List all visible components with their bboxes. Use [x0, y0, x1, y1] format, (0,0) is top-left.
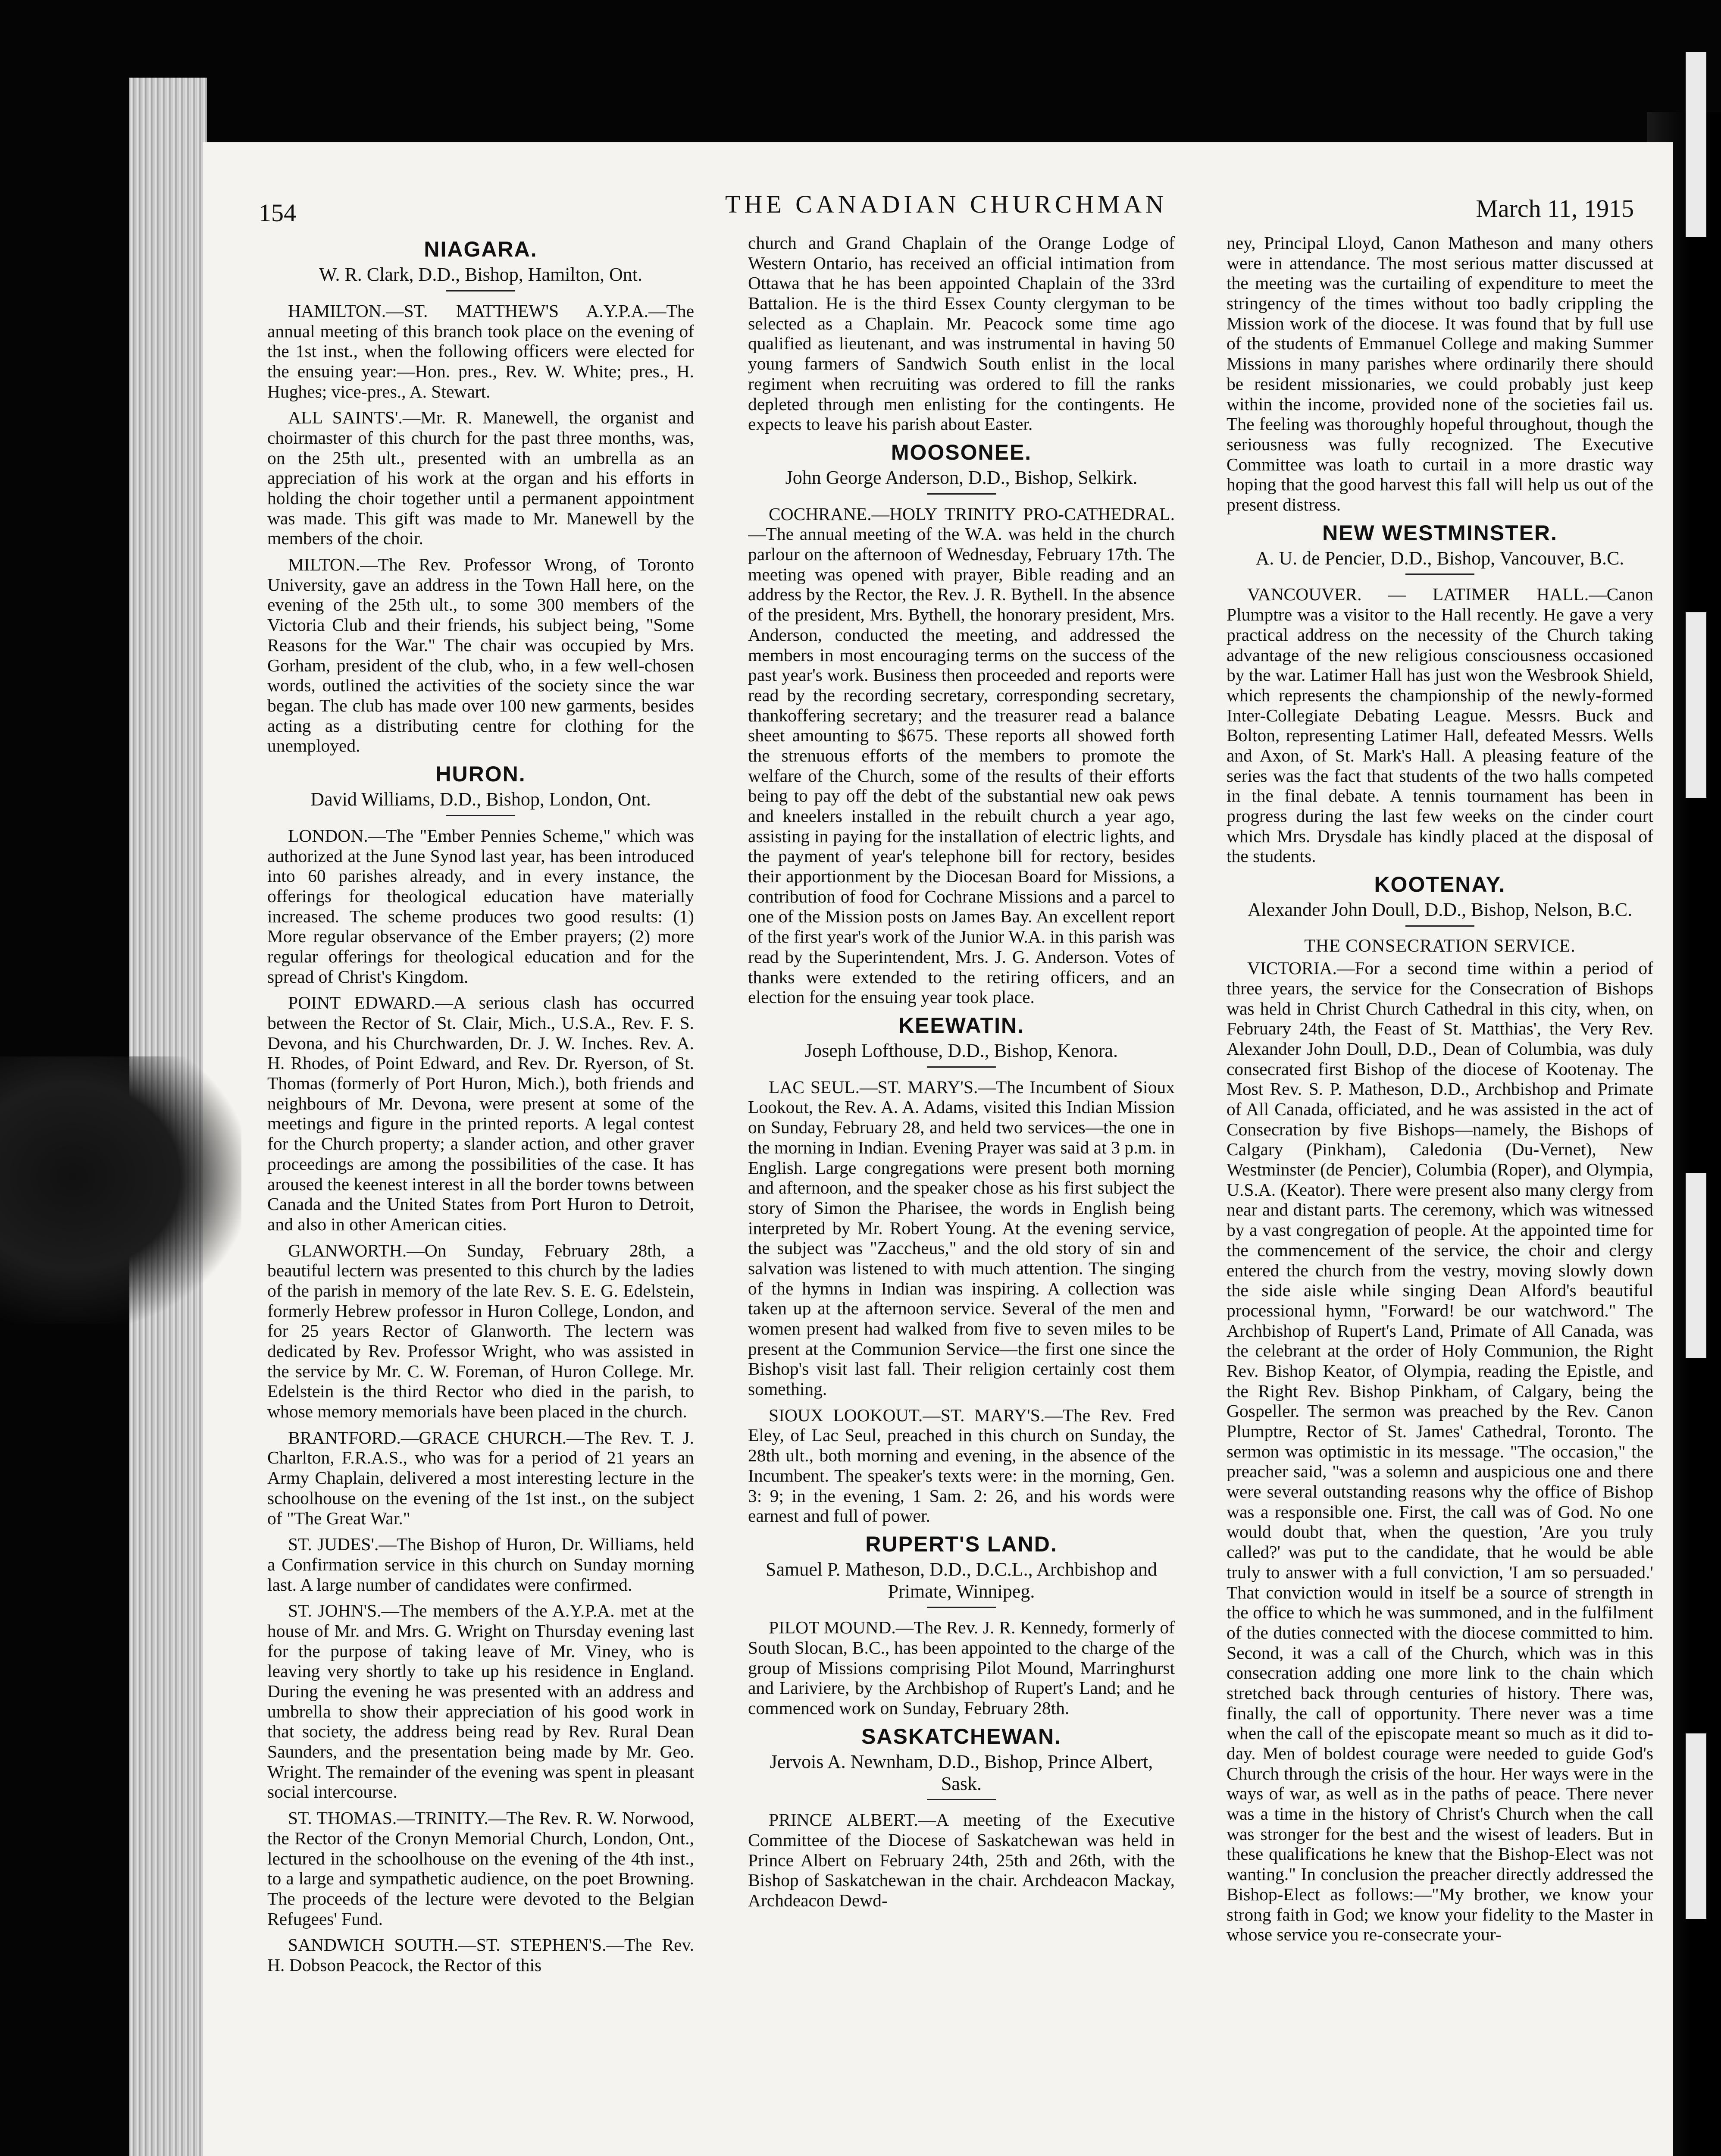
newspaper-title: THE CANADIAN CHURCHMAN	[725, 190, 1168, 218]
section-rule	[927, 1066, 996, 1068]
continued-paragraph: ney, Principal Lloyd, Canon Matheson and many others were in attendance. The most serious matter discussed at the meeting was the curtailing of expenditure to meet the stringency of the times without too badly crippling the Mission work of the diocese. It was found that by full use of the students of Emmanuel College and making Summer Missions in many parishes where ordinarily there should be resident missionaries, we could probably just keep within the income, provided none of the societies fail us. The feeling was thoroughly hopeful throughout, though the seriousness was fully recognized. The Executive Committee was loath to curtail in a more drastic way hoping that the good harvest this fall will help us out of the present distress.	[1227, 233, 1653, 514]
page-number: 154	[259, 199, 296, 227]
bishop-line: Joseph Lofthouse, D.D., Bishop, Kenora.	[805, 1040, 1118, 1062]
issue-date: March 11, 1915	[1476, 194, 1634, 222]
diocese-heading: HURON.	[435, 761, 526, 786]
article-subheading: THE CONSECRATION SERVICE.	[1304, 936, 1576, 956]
news-paragraph: PILOT MOUND.—The Rev. J. R. Kennedy, formerly of South Slocan, B.C., has been appointed to the charge of the group of Missions comprising Pilot Mound, Marringhurst and Lariviere, by the Archbishop of Rupert's Land; and he commenced work on Sunday, February 28th.	[748, 1617, 1175, 1718]
section-rule	[1405, 925, 1474, 927]
bishop-line: Jervois A. Newnham, D.D., Bishop, Prince Albert, Sask.	[770, 1751, 1153, 1794]
section-rule	[927, 1607, 996, 1608]
section-rule	[446, 290, 515, 291]
bishop-line: A. U. de Pencier, D.D., Bishop, Vancouver, B.C.	[1255, 547, 1624, 569]
column-2	[748, 233, 1175, 2156]
bishop-line: Alexander John Doull, D.D., Bishop, Nelson, B.C.	[1247, 899, 1633, 921]
news-paragraph: HAMILTON.—ST. MATTHEW'S A.Y.P.A.—The annual meeting of this branch took place on the evening of the 1st inst., when the following officers were elected for the ensuing year:—Hon. pres., Rev. W. White; pres., H. Hughes; vice-pres., A. Stewart.	[267, 301, 694, 401]
newspaper-page	[203, 142, 1673, 2156]
diocese-heading: KEEWATIN.	[898, 1013, 1025, 1037]
news-paragraph: ST. JOHN'S.—The members of the A.Y.P.A. met at the house of Mr. and Mrs. G. Wright on Thursday evening last for the purpose of taking leave of Mr. Viney, who is leaving very shortly to take up his residence in England. During the evening he was presented with an address and umbrella to show their appreciation of his good work in that society, the address being read by Rev. Rural Dean Saunders, and the presentation being made by Mr. Geo. Wright. The remainder of the evening was spent in pleasant social intercourse.	[267, 1601, 694, 1802]
section-rule	[1405, 573, 1474, 575]
news-paragraph: BRANTFORD.—GRACE CHURCH.—The Rev. T. J. Charlton, F.R.A.S., who was for a period of 21 years an Army Chaplain, delivered a most interesting lecture in the schoolhouse on the evening of the 1st inst., on the subject of "The Great War."	[267, 1427, 694, 1528]
diocese-heading: NIAGARA.	[424, 237, 538, 261]
bishop-line: W. R. Clark, D.D., Bishop, Hamilton, Ont.	[319, 264, 643, 285]
page-header	[259, 190, 1634, 229]
news-paragraph: POINT EDWARD.—A serious clash has occurred between the Rector of St. Clair, Mich., U.S.A., Rev. F. S. Devona, and his Churchwarden, Dr. J. W. Inches. Rev. A. H. Rhodes, of Point Edward, and Rev. Dr. Ryerson, of St. Thomas (formerly of Port Huron, Mich.), both friends and neighbours of Mr. Devona, were present at some of the meetings and figure in the printed reports. A legal contest for the Church property; a slander action, and other graver proceedings are among the possibilities of the case. It has aroused the keenest interest in all the border towns between Canada and the United States from Port Huron to Detroit, and also in other American cities.	[267, 993, 694, 1234]
news-paragraph: VICTORIA.—For a second time within a period of three years, the service for the Consecration of Bishops was held in Christ Church Cathedral in this city, when, on February 24th, the Feast of St. Matthias', the Very Rev. Alexander John Doull, D.D., Dean of Columbia, was duly consecrated first Bishop of the diocese of Kootenay. The Most Rev. S. P. Matheson, D.D., Archbishop and Primate of All Canada, officiated, and he was assisted in the act of Consecration by five Bishops—namely, the Bishops of Calgary (Pinkham), Caledonia (Du-Vernet), New Westminster (de Pencier), Columbia (Roper), and Olympia, U.S.A. (Keator). There were present also many clergy from near and distant parts. The ceremony, which was witnessed by a vast congregation of people. At the appointed time for the commencement of the service, the choir and clergy entered the church from the vestry, moving slowly down the side aisle while singing Dean Alford's beautiful processional hymn, "Forward! be our watchword." The Archbishop of Rupert's Land, Primate of All Canada, was the celebrant at the order of Holy Communion, the Right Rev. Bishop Keator, of Olympia, reading the Epistle, and the Right Rev. Bishop Pinkham, of Calgary, being the Gospeller. The sermon was preached by the Rev. Canon Plumptre, Rector of St. James' Cathedral, Toronto. The sermon was optimistic in its message. "The occasion," the preacher said, "was a solemn and auspicious one and there were several outstanding reasons why the office of Bishop was a responsible one. First, the call was of God. No one would doubt that, when the question, 'Are you truly called?' was put to the candidate, that he would be able truly to answer with a full conviction, 'I am so persuaded.' That conviction would in itself be a source of strength in the office to which he was summoned, and in the fulfilment of the duties connected with the diocese committed to him. Second, it was a call of the Church, which was in this consecration adding one more link to the chain which stretched back through centuries of history. There was, finally, the call of opportunity. There never was a time when the call of the episcopate meant so much as it did to-day. Men of boldest courage were needed to guide God's Church through the crisis of the hour. Her ways were in the ways of war, as well as in the paths of peace. There never was a time in the history of Christ's Church when the call was stronger for the best and the wisest of leaders. But in these qualifications he knew that the Bishop-Elect was not wanting." In conclusion the preacher directly addressed the Bishop-Elect as follows:—"My brother, we know your strong faith in God; we know your fidelity to the Master in whose service you re-consecrate your-	[1227, 958, 1653, 1945]
diocese-heading: SASKATCHEWAN.	[861, 1724, 1061, 1749]
bishop-line: John George Anderson, D.D., Bishop, Selkirk.	[785, 467, 1138, 489]
diocese-heading: NEW WESTMINSTER.	[1322, 520, 1558, 545]
diocese-heading: RUPERT'S LAND.	[865, 1532, 1058, 1556]
diocese-heading: MOOSONEE.	[891, 440, 1032, 464]
continued-paragraph: church and Grand Chaplain of the Orange Lodge of Western Ontario, has received an official intimation from Ottawa that he has been appointed Chaplain of the 33rd Battalion. He is the third Essex County clergyman to be selected as a Chaplain. Mr. Peacock some time ago qualified as lieutenant, and was instrumental in having 50 young farmers of Sandwich South enlist in the local regiment when recruiting was ordered to fill the ranks depleted through men enlisting for the contingents. He expects to leave his parish about Easter.	[748, 233, 1175, 434]
column-3	[1227, 233, 1653, 2156]
section-rule	[927, 493, 996, 495]
bishop-line: David Williams, D.D., Bishop, London, Ont.	[310, 789, 651, 810]
column-1	[267, 233, 694, 2156]
news-paragraph: LAC SEUL.—ST. MARY'S.—The Incumbent of Sioux Lookout, the Rev. A. A. Adams, visited this Indian Mission on Sunday, February 28, and held two services—the one in the morning in Indian. Evening Prayer was said at 3 p.m. in English. Large congregations were present both morning and afternoon, and the speaker chose as his first subject the story of Simon the Pharisee, the words in English being interpreted by Mr. Robert Young. At the evening service, the subject was "Zaccheus," and the old story of sin and salvation was listened to with much attention. The singing of the hymns in Indian was inspiring. A collection was taken up at the afternoon service. Several of the men and women present had walked from five to seven miles to be present at the Communion Service—the first one since the Bishop's visit last fall. Their religion certainly cost them something.	[748, 1077, 1175, 1399]
thumb-shadow	[0, 1056, 241, 1324]
news-paragraph: ALL SAINTS'.—Mr. R. Manewell, the organist and choirmaster of this church for the past three months, was, on the 25th ult., presented with an umbrella as an appreciation of his work at the organ and his efforts in holding the choir together until a permanent appointment was made. This gift was made to Mr. Manewell by the members of the choir.	[267, 407, 694, 548]
news-paragraph: SIOUX LOOKOUT.—ST. MARY'S.—The Rev. Fred Eley, of Lac Seul, preached in this church on Sunday, the 28th ult., both morning and evening, in the absence of the Incumbent. The speaker's texts were: in the morning, Gen. 3: 9; in the evening, 1 Sam. 2: 26, and his words were earnest and full of power.	[748, 1405, 1175, 1526]
news-paragraph: SANDWICH SOUTH.—ST. STEPHEN'S.—The Rev. H. Dobson Peacock, the Rector of this	[267, 1935, 694, 1975]
news-paragraph: GLANWORTH.—On Sunday, February 28th, a beautiful lectern was presented to this church by the ladies of the parish in memory of the late Rev. S. E. G. Edelstein, formerly Hebrew professor in Huron College, London, and for 25 years Rector of Glanworth. The lectern was dedicated by Rev. Professor Wright, who was assisted in the service by Mr. C. W. Foreman, of Huron College. Mr. Edelstein is the third Rector who died in the parish, to whose memory memorials have been placed in the church.	[267, 1240, 694, 1422]
bishop-line: Samuel P. Matheson, D.D., D.C.L., Archbishop and Primate, Winnipeg.	[765, 1559, 1158, 1602]
news-paragraph: LONDON.—The "Ember Pennies Scheme," which was authorized at the June Synod last year, has been introduced into 60 parishes already, and in every instance, the offerings for theological education have materially increased. The scheme produces two good results: (1) More regular observance of the Ember prayers; (2) more regular offerings for theological education and for the spread of Christ's Kingdom.	[267, 825, 694, 987]
section-rule	[446, 815, 515, 816]
diocese-heading: KOOTENAY.	[1374, 872, 1506, 897]
section-rule	[927, 1799, 996, 1800]
news-paragraph: MILTON.—The Rev. Professor Wrong, of Toronto University, gave an address in the Town Hall here, on the evening of the 25th ult., to some 300 members of the Victoria Club and their friends, his subject being, "Some Reasons for the War." The chair was occupied by Mrs. Gorham, president of the club, who, in a few well-chosen words, outlined the activities of the society since the war began. The club has made over 100 new garments, besides acting as a distributing centre for clothing for the unemployed.	[267, 555, 694, 756]
news-paragraph: COCHRANE.—HOLY TRINITY PRO-CATHEDRAL.—The annual meeting of the W.A. was held in the church parlour on the afternoon of Wednesday, February 17th. The meeting was opened with prayer, Bible reading and an address by the Rector, the Rev. J. R. Bythell. In the absence of the president, Mrs. Bythell, the honorary president, Mrs. Anderson, conducted the meeting, and addressed the members in most encouraging terms on the success of the past year's work. Business then proceeded and reports were read by the recording secretary, corresponding secretary, thankoffering secretary; and the treasurer read a balance sheet amounting to $675. These reports all showed forth the strenuous efforts of the members to promote the welfare of the Church, some of the results of their efforts being to pay off the debt of the substantial new oak pews and kneelers installed in the rebuilt church a year ago, assisting in paying for the installation of electric lights, and the payment of year's telephone bill for rectory, besides their apportionment by the Diocesan Board for Missions, a contribution of food for Cochrane Missions and a parcel to one of the Mission posts on James Bay. An excellent report of the first year's work of the Junior W.A. in this parish was read by the Superintendent, Mrs. J. G. Anderson. Votes of thanks were extended to the retiring officers, and an election for the ensuing year took place.	[748, 504, 1175, 1007]
news-paragraph: VANCOUVER. — LATIMER HALL.—Canon Plumptre was a visitor to the Hall recently. He gave a very practical address on the necessity of the Church taking advantage of the new religious consciousness occasioned by the war. Latimer Hall has just won the Wesbrook Shield, which represents the championship of the newly-formed Inter-Collegiate Debating League. Messrs. Buck and Bolton, representing Latimer Hall, defeated Messrs. Wells and Axon, of St. Mark's Hall. A pleasing feature of the series was the fact that students of the two halls competed in the final debate. A tennis tournament has been in progress during the last few weeks on the cinder court which Mrs. Drysdale has kindly placed at the disposal of the students.	[1227, 584, 1653, 866]
news-paragraph: ST. JUDES'.—The Bishop of Huron, Dr. Williams, held a Confirmation service in this church on Sunday morning last. A large number of candidates were confirmed.	[267, 1534, 694, 1595]
news-paragraph: PRINCE ALBERT.—A meeting of the Executive Committee of the Diocese of Saskatchewan was held in Prince Albert on February 24th, 25th and 26th, with the Bishop of Saskatchewan in the chair. Archdeacon Mackay, Archdeacon Dewd-	[748, 1810, 1175, 1910]
news-paragraph: ST. THOMAS.—TRINITY.—The Rev. R. W. Norwood, the Rector of the Cronyn Memorial Church, London, Ont., lectured in the schoolhouse on the evening of the 4th inst., to a large and sympathetic audience, on the poet Browning. The proceeds of the lecture were devoted to the Belgian Refugees' Fund.	[267, 1808, 694, 1929]
